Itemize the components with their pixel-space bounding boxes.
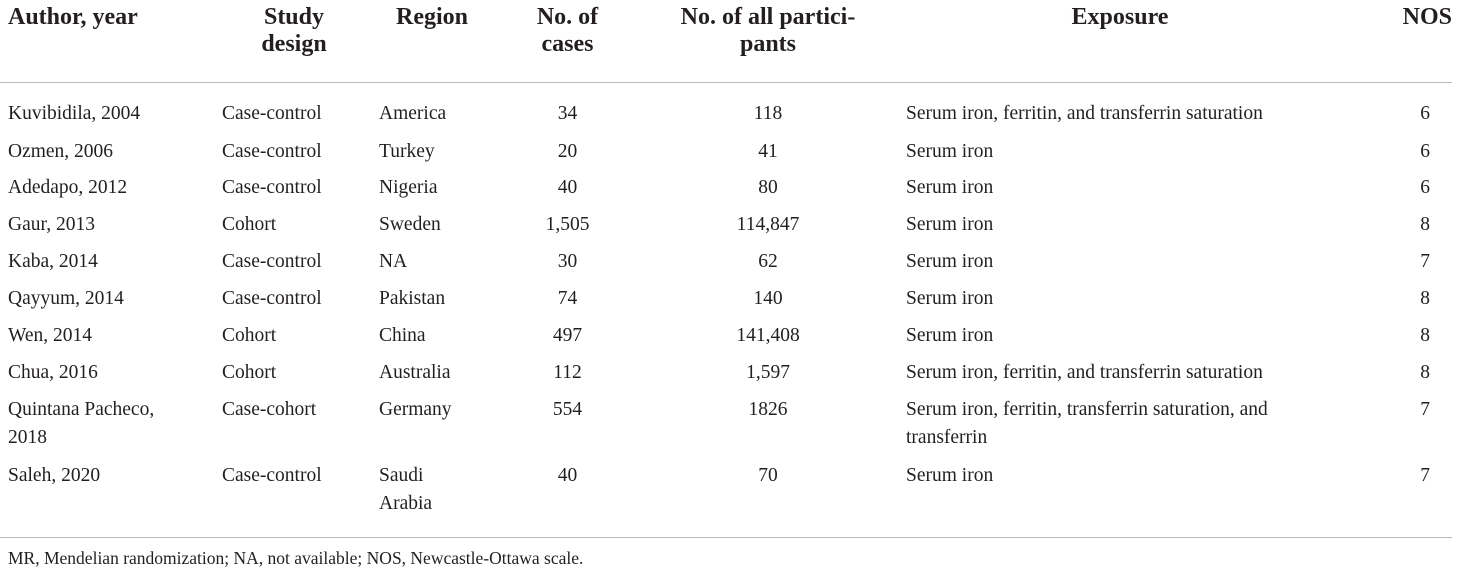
cell-nos: 8 bbox=[1420, 325, 1430, 346]
cell-all-participants: 70 bbox=[758, 465, 778, 486]
cell-nos: 7 bbox=[1420, 399, 1430, 420]
cell-exposure-line: transferrin bbox=[906, 427, 988, 448]
header-study-design-line: design bbox=[261, 31, 327, 57]
cell-author: Saleh, 2020 bbox=[8, 465, 101, 486]
cell-cases: 40 bbox=[557, 465, 578, 486]
cell-exposure: Serum iron bbox=[906, 288, 994, 309]
cell-region-line: Saudi bbox=[379, 465, 424, 486]
table-header bbox=[0, 0, 1460, 82]
cell-region: Nigeria bbox=[379, 177, 438, 198]
cell-nos: 7 bbox=[1420, 251, 1430, 272]
cell-all-participants: 80 bbox=[758, 177, 778, 198]
header-study-design bbox=[240, 4, 348, 58]
cell-region: Australia bbox=[379, 362, 451, 383]
cell-author: Ozmen, 2006 bbox=[8, 141, 114, 162]
cell-region bbox=[379, 462, 509, 518]
cell-exposure: Serum iron bbox=[906, 465, 994, 486]
cell-nos: 6 bbox=[1420, 103, 1430, 124]
cell-design: Case-control bbox=[222, 103, 322, 124]
cell-author: Gaur, 2013 bbox=[8, 214, 95, 235]
cell-design: Case-control bbox=[222, 177, 322, 198]
cell-all-participants: 114,847 bbox=[736, 214, 800, 235]
header-exposure: Exposure bbox=[1071, 4, 1169, 30]
cell-exposure: Serum iron bbox=[906, 141, 994, 162]
cell-exposure: Serum iron, ferritin, and transferrin saturation bbox=[906, 103, 1263, 124]
cell-all-participants: 141,408 bbox=[736, 325, 800, 346]
cell-author: Chua, 2016 bbox=[8, 362, 98, 383]
header-no-of-all-participants bbox=[668, 4, 868, 58]
header-no-of-cases-line: No. of bbox=[536, 4, 599, 30]
header-no-of-cases-line: cases bbox=[541, 31, 594, 57]
cell-cases: 112 bbox=[553, 362, 582, 383]
cell-author: Kaba, 2014 bbox=[8, 251, 98, 272]
cell-design: Case-control bbox=[222, 141, 322, 162]
header-study-design-line: Study bbox=[263, 4, 325, 30]
cell-author: Wen, 2014 bbox=[8, 325, 92, 346]
cell-nos: 8 bbox=[1420, 288, 1430, 309]
cell-region: Germany bbox=[379, 399, 452, 420]
cell-exposure: Serum iron bbox=[906, 325, 994, 346]
cell-author-line: 2018 bbox=[8, 427, 47, 448]
cell-author: Adedapo, 2012 bbox=[8, 177, 128, 198]
cell-all-participants: 1,597 bbox=[746, 362, 790, 383]
table-footnote: MR, Mendelian randomization; NA, not available; NOS, Newcastle-Ottawa scale. bbox=[8, 548, 584, 568]
cell-cases: 40 bbox=[557, 177, 578, 198]
cell-all-participants: 118 bbox=[753, 103, 783, 124]
cell-nos: 6 bbox=[1420, 141, 1430, 162]
cell-exposure bbox=[906, 396, 1336, 452]
cell-nos: 7 bbox=[1420, 465, 1430, 486]
cell-all-participants: 1826 bbox=[748, 399, 788, 420]
header-no-of-cases bbox=[515, 4, 620, 58]
cell-design: Cohort bbox=[222, 214, 277, 235]
cell-author: Qayyum, 2014 bbox=[8, 288, 124, 309]
cell-exposure: Serum iron bbox=[906, 251, 994, 272]
cell-author bbox=[8, 396, 208, 452]
table-bottom-rule bbox=[0, 537, 1452, 538]
header-no-of-all-participants-line: pants bbox=[739, 31, 797, 57]
cell-exposure: Serum iron bbox=[906, 214, 994, 235]
cell-design: Case-control bbox=[222, 251, 322, 272]
cell-cases: 30 bbox=[557, 251, 578, 272]
cell-all-participants: 140 bbox=[753, 288, 783, 309]
cell-region: America bbox=[379, 103, 447, 124]
cell-cases: 497 bbox=[552, 325, 583, 346]
cell-design: Case-control bbox=[222, 465, 322, 486]
cell-region: China bbox=[379, 325, 426, 346]
cell-design: Case-cohort bbox=[222, 399, 317, 420]
header-region: Region bbox=[396, 4, 468, 30]
header-author-year: Author, year bbox=[8, 4, 138, 30]
cell-design: Cohort bbox=[222, 325, 277, 346]
header-no-of-all-participants-line: No. of all partici- bbox=[680, 4, 856, 30]
cell-cases: 34 bbox=[557, 103, 578, 124]
cell-nos: 8 bbox=[1420, 214, 1430, 235]
header-nos: NOS bbox=[1402, 4, 1452, 30]
cell-all-participants: 41 bbox=[758, 141, 778, 162]
cell-design: Cohort bbox=[222, 362, 277, 383]
cell-design: Case-control bbox=[222, 288, 322, 309]
cell-region: Sweden bbox=[379, 214, 441, 235]
cell-cases: 20 bbox=[557, 141, 578, 162]
cell-author: Kuvibidila, 2004 bbox=[8, 103, 141, 124]
cell-region-line: Arabia bbox=[379, 493, 433, 514]
cell-region: NA bbox=[379, 251, 408, 272]
header-divider bbox=[0, 82, 1452, 83]
cell-nos: 6 bbox=[1420, 177, 1430, 198]
cell-region: Turkey bbox=[379, 141, 435, 162]
cell-cases: 74 bbox=[557, 288, 578, 309]
cell-region: Pakistan bbox=[379, 288, 446, 309]
cell-nos: 8 bbox=[1420, 362, 1430, 383]
cell-exposure: Serum iron bbox=[906, 177, 994, 198]
cell-exposure-line: Serum iron, ferritin, transferrin saturation, and bbox=[906, 399, 1268, 420]
cell-author-line: Quintana Pacheco, bbox=[8, 399, 155, 420]
cell-cases: 1,505 bbox=[545, 214, 590, 235]
cell-all-participants: 62 bbox=[758, 251, 778, 272]
cell-cases: 554 bbox=[552, 399, 583, 420]
cell-exposure: Serum iron, ferritin, and transferrin saturation bbox=[906, 362, 1263, 383]
